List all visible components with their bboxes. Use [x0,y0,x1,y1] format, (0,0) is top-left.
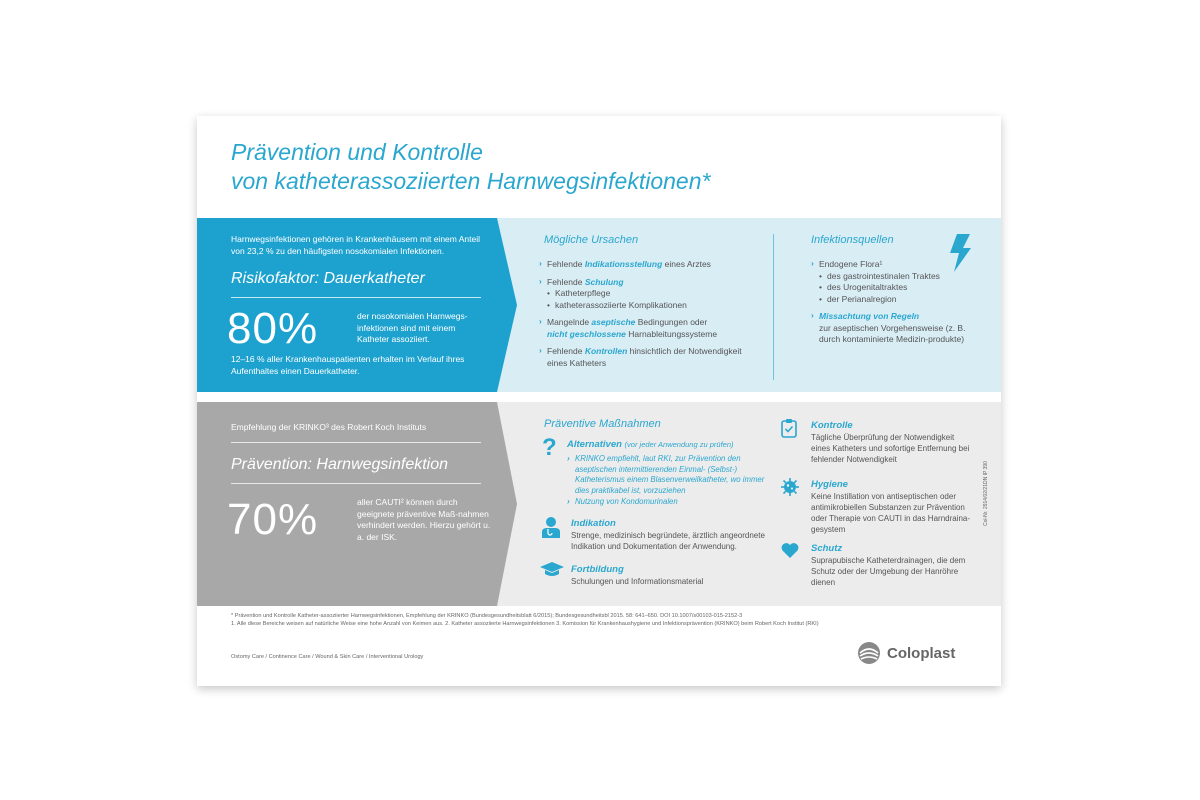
coloplast-logo-icon [857,641,881,665]
question-icon: ? [542,434,557,461]
protection-title: Schutz [811,543,843,554]
document-code: Col-Nr. 2914/02/21DN IP 390 [983,461,989,526]
page-title [231,138,710,196]
doctor-icon [541,516,561,538]
cause-item: › Mangelnde aseptische Bedingungen oder nicht geschlossene Harnableitungssysteme [539,317,759,340]
hygiene-title: Hygiene [811,479,848,490]
risk-percent-text: der nosokomialen Harnwegs-infektionen sind mit einem Katheter assoziiert. [357,311,468,344]
alternatives-title: Alternativen (vor jeder Anwendung zu prüfen) [567,439,734,450]
prevention-divider [231,483,481,484]
control-title: Kontrolle [811,420,853,431]
alternatives-list [567,454,767,509]
clipboard-icon [781,418,797,438]
hygiene-text: Keine Instillation von antiseptischen oder antimikrobiellen Substanzen zur Prävention oder Therapie von CAUTI in das Harndraina-gesystem [811,492,971,534]
indication-title: Indikation [571,518,616,529]
care-areas: Ostomy Care / Continence Care / Wound & Skin Care / Interventional Urology [231,654,424,660]
prevention-intro: Empfehlung der KRINKO³ des Robert Koch Instituts [231,422,427,432]
protection-text: Suprapubische Katheterdrainagen, die dem Schutz oder der Umgebung der Hanröhre dienen [811,556,966,587]
graduation-cap-icon [540,562,564,578]
heart-icon [781,542,799,558]
training-title: Fortbildung [571,564,624,575]
germ-icon [780,477,800,497]
risk-percent: 80% [227,304,319,353]
risk-footer: 12–16 % aller Krankenhauspatienten erhalten im Verlauf ihres Aufenthaltes einen Dauerkatheter. [231,354,465,376]
prevention-percent-text: aller CAUTI² können durch geeignete präventive Maß-nahmen verhindert werden. Hierzu gehört u. a. der ISK. [357,497,491,542]
risk-divider [231,297,481,298]
prevention-divider-top [231,442,481,443]
poster-sheet [197,116,1001,686]
cause-item: › Fehlende Kontrollen hinsichtlich der Notwendigkeit eines Katheters [539,346,759,369]
source-item: › Endogene Flora¹ • des gastrointestinalen Traktes • des Urogenitaltraktes • der Perianalregion [811,259,971,305]
indication-text: Strenge, medizinisch begründete, ärztlich angeordnete Indikation und Dokumentation der Anwendung. [571,531,765,551]
source-item: › Missachtung von Regeln zur aseptischen Vorgehensweise (z. B. durch kontaminierte Medizin-produkte) [811,311,971,346]
brand-name: Coloplast [887,644,956,662]
prevention-percent: 70% [227,495,319,544]
training-text: Schulungen und Informationsmaterial [571,577,704,586]
footnotes [231,613,951,628]
prevention-heading: Prävention: Harnwegsinfektion [231,456,449,473]
alternative-item: › Nutzung von Kondomurinalen [567,497,767,508]
sources-list [811,259,971,352]
alternative-item: › KRINKO empfiehlt, laut RKI, zur Prävention den aseptischen intermittierenden Einmal- (Selbst-) Katheterismus einem Blasenverweilkatheter, wo immer dies praktikabel ist, vorzuziehen [567,454,767,496]
cause-item: › Fehlende Schulung • Katheterpflege • katheterassoziierte Komplikationen [539,277,759,312]
causes-heading: Mögliche Ursachen [544,234,639,246]
title-line-2: von katheterassoziierten Harnwegsinfektionen* [231,168,711,194]
cause-item: › Fehlende Indikationsstellung eines Arztes [539,259,759,271]
risk-heading: Risikofaktor: Dauerkatheter [231,270,425,287]
footnote-1: * Prävention und Kontrolle Katheter-assoziierter Harnwegsinfektionen, Empfehlung der KRINKO (Bundesgesundheitsblatt 6/2015); Bundesgesundheitsbl 2015. 58: 641–650. DOI 10.1007/s00103-015-2152-3 [231,613,743,619]
column-divider [773,234,774,380]
footnote-2: 1. Alle diese Bereiche weisen auf natürliche Weise eine hohe Anzahl von Keimen aus. 2. Katheter assoziierte Harnwegsinfektionen 3. Komission für Krankenhaushygiene und Infektionsprävention (KRINKO) beim Robert Koch Institut (RKI) [231,620,819,627]
measures-heading: Präventive Maßnahmen [544,418,661,430]
control-text: Tägliche Überprüfung der Notwendigkeit eines Katheters und sofortige Entfernung bei fehlender Notwendigkeit [811,433,970,464]
title-line-1: Prävention und Kontrolle [231,139,483,165]
causes-list [539,259,759,375]
sources-heading: Infektionsquellen [811,234,894,246]
risk-intro: Harnwegsinfektionen gehören in Krankenhäusern mit einem Anteil von 23,2 % zu den häufigsten nosokomialen Infektionen. [231,234,481,256]
brand-logo [857,641,955,665]
